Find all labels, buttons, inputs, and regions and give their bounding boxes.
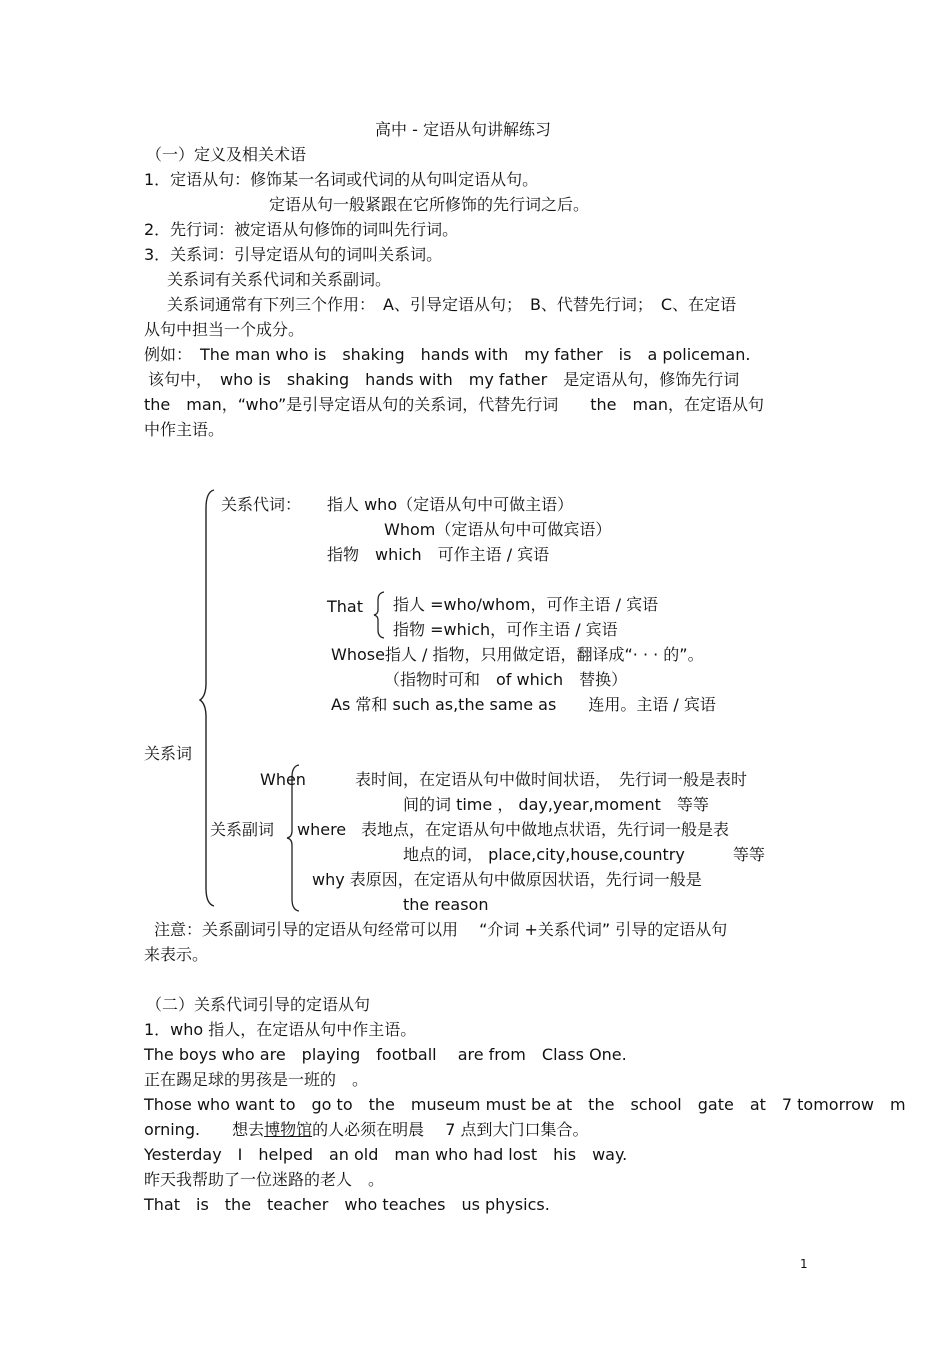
definition-item-1: 1．定语从句：修饰某一名词或代词的从句叫定语从句。 — [144, 170, 539, 189]
definition-item-1-note: 定语从句一般紧跟在它所修饰的先行词之后。 — [269, 195, 590, 214]
definition-item-3-note: 关系词有关系代词和关系副词。 — [167, 270, 392, 289]
whose-note: （指物时可和 of which 替换） — [384, 670, 628, 689]
which-rule: 指物 which 可作主语 / 宾语 — [327, 545, 550, 564]
who-rule: 指人 who（定语从句中可做主语） — [327, 495, 574, 514]
example-2-line-2 — [144, 1120, 588, 1140]
relative-word-root-label: 关系词 — [144, 744, 193, 763]
relative-adverbs-label: 关系副词 — [210, 820, 275, 839]
that-thing-rule: 指物 =which，可作主语 / 宾语 — [393, 620, 618, 639]
example-2-chinese-underlined: 博物馆 — [264, 1120, 313, 1139]
when-rule-line-1: 表时间，在定语从句中做时间状语， 先行词一般是表时 — [355, 770, 748, 789]
example-2-chinese-before: 想去 — [232, 1120, 265, 1139]
section1-heading: （一）定义及相关术语 — [146, 145, 307, 164]
example-2-chinese-after: 的人必须在明晨 7 点到大门口集合。 — [312, 1120, 589, 1139]
example-2-english-line-2: orning. — [144, 1120, 201, 1139]
example-sentence: 例如： The man who is shaking hands with my father is a policeman. — [144, 345, 751, 364]
section2-heading: （二）关系代词引导的定语从句 — [146, 995, 371, 1014]
functions-line-2: 从句中担当一个成分。 — [144, 320, 305, 339]
example-3-chinese: 昨天我帮助了一位迷路的老人 。 — [144, 1170, 385, 1189]
whom-rule: Whom（定语从句中可做宾语） — [384, 520, 612, 539]
whose-rule: Whose指人 / 指物，只用做定语，翻译成“· · · 的”。 — [331, 645, 704, 664]
note-line-1: 注意：关系副词引导的定语从句经常可以用 “介词 +关系代词” 引导的定语从句 — [154, 920, 728, 939]
as-rule: As 常和 such as,the same as 连用。主语 / 宾语 — [331, 695, 716, 714]
when-rule-line-2: 间的词 time ， day,year,moment 等等 — [403, 795, 709, 814]
note-line-2: 来表示。 — [144, 945, 209, 964]
example-1-chinese: 正在踢足球的男孩是一班的 。 — [144, 1070, 369, 1089]
that-brace — [371, 590, 387, 640]
definition-item-3: 3．关系词：引导定语从句的词叫关系词。 — [144, 245, 443, 264]
why-rule-line-1: why 表原因，在定语从句中做原因状语，先行词一般是 — [312, 870, 702, 889]
that-person-rule: 指人 =who/whom，可作主语 / 宾语 — [393, 595, 659, 614]
page-title: 高中 - 定语从句讲解练习 — [375, 120, 551, 139]
explanation-line-2: the man，“who”是引导定语从句的关系词，代替先行词 the man，在定语从句 — [144, 395, 765, 414]
when-word: When — [260, 770, 306, 789]
example-2-english-line-1: Those who want to go to the museum must be at the school gate at 7 tomorrow m — [144, 1095, 906, 1114]
example-4-english: That is the teacher who teaches us physics. — [144, 1195, 550, 1214]
explanation-line-3: 中作主语。 — [144, 420, 225, 439]
where-rule-line-2: 地点的词， place,city,house,country 等等 — [403, 845, 765, 864]
definition-item-2: 2．先行词：被定语从句修饰的词叫先行词。 — [144, 220, 459, 239]
explanation-line-1: 该句中， who is shaking hands with my father 是定语从句，修饰先行词 — [148, 370, 740, 389]
where-rule-line-1: 表地点，在定语从句中做地点状语，先行词一般是表 — [361, 820, 730, 839]
where-word: where — [297, 820, 347, 839]
outer-brace — [198, 488, 218, 908]
functions-line-1: 关系词通常有下列三个作用： A、引导定语从句； B、代替先行词； C、在定语 — [167, 295, 737, 314]
page-number: 1 — [800, 1257, 808, 1271]
example-3-english: Yesterday I helped an old man who had lost his way. — [144, 1145, 628, 1164]
that-label: That — [327, 597, 363, 616]
example-1-english: The boys who are playing football are from Class One. — [144, 1045, 627, 1064]
why-rule-line-2: the reason — [403, 895, 489, 914]
relative-pronouns-label: 关系代词： — [221, 495, 302, 514]
who-subject-item: 1．who 指人，在定语从句中作主语。 — [144, 1020, 417, 1039]
